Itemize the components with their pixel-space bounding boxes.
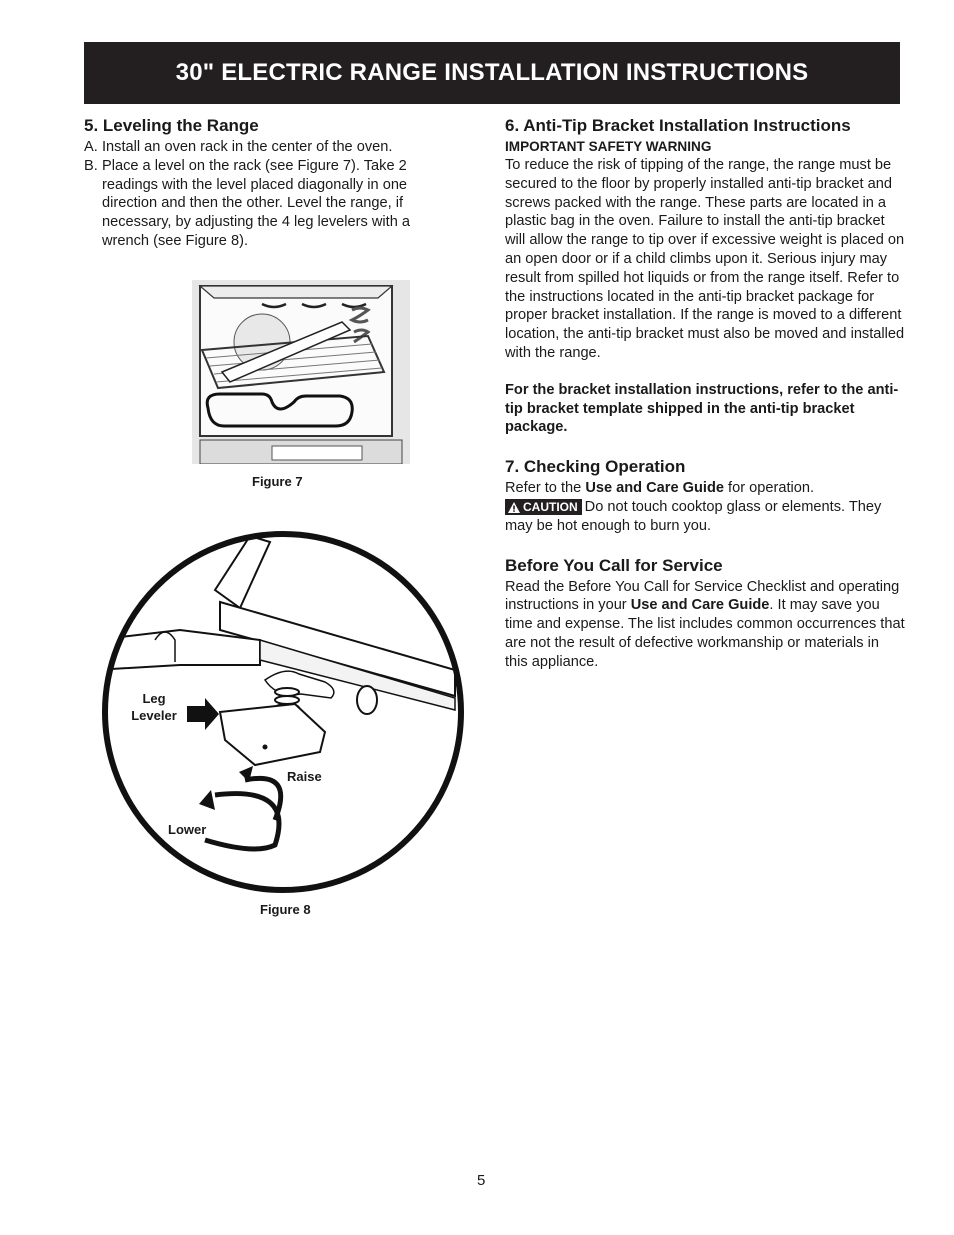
- leveling-step-a: A. Install an oven rack in the center of the oven.: [84, 139, 393, 155]
- service-text: Read the Before You Call for Service Checklist and operating instructions in your Use and Care Guide. It may save you time and expense. The list includes common occurrences that are not the result of defective workmanship or materials in this appliance.: [505, 578, 905, 670]
- anti-tip-note: For the bracket installation instructions, refer to the anti-tip bracket template shipped in the anti-tip bracket package.: [505, 381, 899, 436]
- right-column: [505, 116, 905, 672]
- warning-triangle-icon: [508, 502, 520, 513]
- service-heading: Before You Call for Service: [505, 555, 723, 575]
- leveling-section: [84, 116, 454, 251]
- checking-operation-heading: 7. Checking Operation: [505, 457, 686, 477]
- page-title-banner: [84, 42, 900, 104]
- figure-8-caption: Figure 8: [260, 902, 311, 917]
- caution-badge: CAUTION: [505, 499, 582, 515]
- leveling-step-b: B. Place a level on the rack (see Figure 7). Take 2 readings with the level placed diagonally in one direction and then the other. Level the range, if necessary, by adjusting the 4 leg levelers with a wrench (see Figure 8).: [84, 157, 410, 249]
- lower-label: Lower: [168, 822, 207, 837]
- safety-warning-subheading: IMPORTANT SAFETY WARNING: [505, 139, 712, 154]
- page-number: 5: [477, 1172, 486, 1189]
- leveling-heading: 5. Leveling the Range: [84, 116, 259, 135]
- caution-text: CAUTION Do not touch cooktop glass or elements. They may be hot enough to burn you.: [505, 498, 882, 534]
- anti-tip-body: To reduce the risk of tipping of the range, the range must be secured to the floor by properly installed anti-tip bracket and screws packed with the range. These parts are located in a plastic bag in the oven. Failure to install the anti-tip bracket will allow the range to tip over if excessive weight is placed on an open door or if a child climbs upon it. Serious injury may result from spilled hot liquids or from the range itself. Refer to the instructions located in the anti-tip bracket package for proper bracket installation. If the range is moved to a different location, the anti-tip bracket must also be moved and installed with the range.: [505, 157, 905, 361]
- leg-leveler-label: Leg Leveler: [131, 691, 177, 723]
- page-title: 30" ELECTRIC RANGE INSTALLATION INSTRUCTIONS: [175, 59, 809, 86]
- raise-label: Raise: [287, 769, 322, 784]
- figure-7-oven-rack-illustration: [192, 280, 410, 464]
- figure-7-caption: Figure 7: [252, 474, 303, 489]
- checking-operation-text: Refer to the Use and Care Guide for operation.: [505, 480, 815, 497]
- anti-tip-heading: 6. Anti-Tip Bracket Installation Instructions: [505, 116, 851, 135]
